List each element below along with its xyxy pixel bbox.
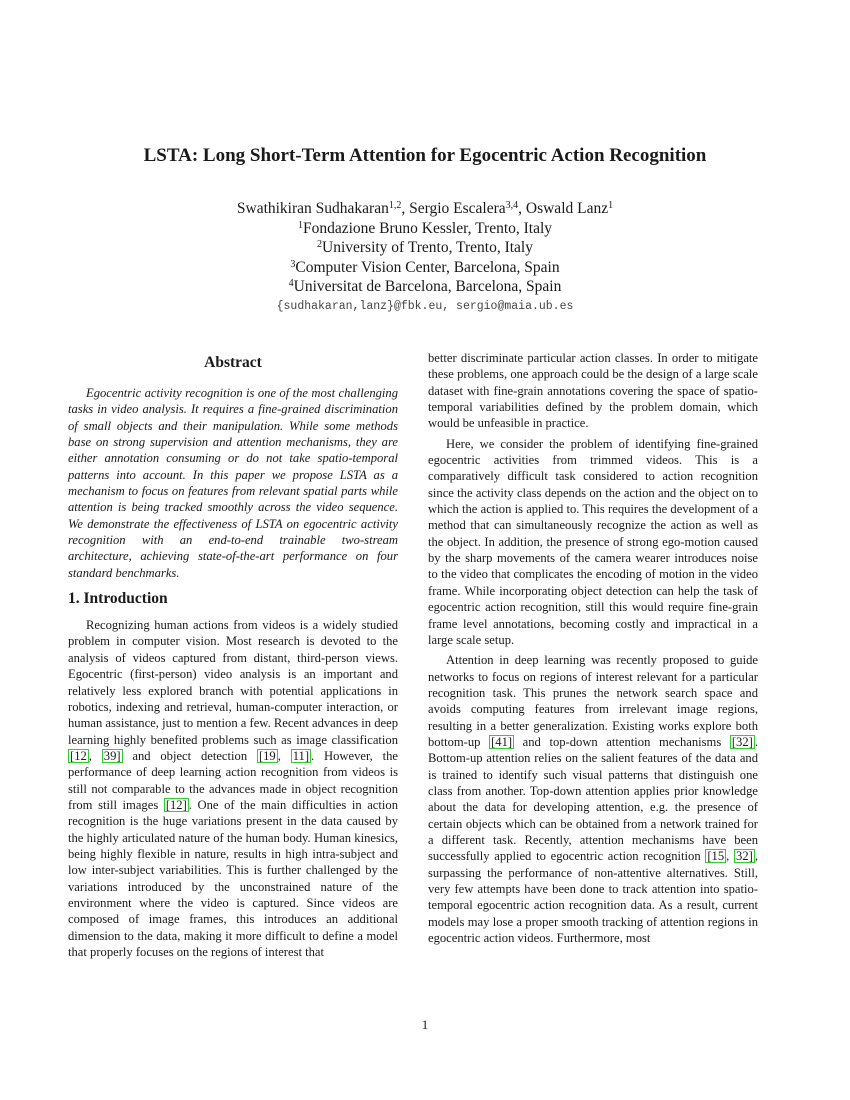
paragraph-text: . Bottom-up attention relies on the salient features of the data and is trained to identify such visual patterns that distinguish one class from another. Top-down attention applies prior knowledge about the data for developing attention, e.g. the presence of certain objects which can be obtained from a network trained for a different task. Recently, attention mechanisms have been successfully applied to egocentric action recognition bbox=[428, 734, 758, 864]
section-heading-introduction: 1. Introduction bbox=[68, 590, 168, 608]
affiliation-text: Computer Vision Center, Barcelona, Spain bbox=[295, 258, 560, 276]
author-affiliation-marker: 1 bbox=[608, 200, 614, 211]
paper-title: LSTA: Long Short-Term Attention for Egocentric Action Recognition bbox=[143, 145, 707, 166]
abstract-text: Egocentric activity recognition is one of the most challenging tasks in video analysis. It requires a fine-grained discrimination of small objects and their manipulation. While some methods base on strong supervision and attention mechanisms, they are either annotation consuming or do not take spatio-temporal patterns into account. In this paper we propose LSTA as a mechanism to focus on features from relevant spatial parts while attention is being tracked smoothly across the video sequence. We demonstrate the effectiveness of LSTA on egocentric activity recognition with an end-to-end trainable two-stream architecture, achieving state-of-the-art performance on four standard benchmarks. bbox=[68, 386, 398, 580]
paragraph-text: and top-down attention mechanisms bbox=[514, 734, 730, 749]
affiliation-marker: 2 bbox=[317, 239, 322, 250]
affiliation-marker: 4 bbox=[288, 278, 294, 289]
affiliation-list bbox=[0, 219, 850, 297]
paragraph-text: and object detection bbox=[122, 748, 257, 763]
affiliation-text: Universitat de Barcelona, Barcelona, Spain bbox=[293, 278, 562, 295]
author-emails[interactable]: {sudhakaran,lanz}@fbk.eu, sergio@maia.ub.es bbox=[276, 299, 574, 313]
affiliation-marker: 1 bbox=[297, 219, 303, 231]
citation-link[interactable]: [15 bbox=[707, 849, 725, 864]
citation-link[interactable]: 32] bbox=[736, 849, 753, 864]
author-affiliation-marker: 3,4 bbox=[505, 200, 519, 211]
paragraph-text: . However, the performance of deep learning action recognition from videos is still not comparable to the advances made in object recognition from still images bbox=[68, 748, 398, 812]
citation-link[interactable]: [12 bbox=[70, 748, 87, 763]
affiliation-text: University of Trento, Trento, Italy bbox=[322, 239, 533, 256]
affiliation-marker: 3 bbox=[290, 258, 296, 270]
author-name: Sergio Escalera bbox=[409, 200, 506, 217]
author-list: Swathikiran Sudhakaran$^{1,2}$, Sergio Escalera$^{3,4}$, Oswald Lanz$^1$ bbox=[236, 200, 614, 217]
paragraph-text: , bbox=[726, 849, 735, 864]
left-column bbox=[68, 350, 398, 960]
paragraph-text: Recognizing human actions from videos is a widely studied problem in computer vision. Most research is devoted to the analysis of videos captured from distant, third-person views. Egocentric (first-person) video analysis is an important and relatively less explored branch with potential applications in robotics, indexing and retrieval, human-computer interaction, or human assistance, just to mention a few. Recent advances in deep learning highly benefited problems such as image classification bbox=[68, 618, 399, 747]
abstract-heading: Abstract bbox=[204, 354, 262, 371]
intro-paragraph-3 bbox=[428, 652, 758, 946]
affiliation bbox=[0, 258, 850, 278]
citation-link[interactable]: [19 bbox=[258, 748, 276, 763]
intro-paragraph-1 bbox=[68, 617, 398, 960]
page-number: 1 bbox=[421, 1017, 429, 1032]
citation-link[interactable]: 11] bbox=[292, 748, 310, 763]
citation-link[interactable]: [41] bbox=[491, 734, 513, 749]
paragraph-text: Attention in deep learning was recently proposed to guide networks to focus on regions of interest relevant for a particular recognition task. This prunes the network search space and avoids computing features from irrelevant image regions, resulting in a better generalization. Existing works explore both bottom-up bbox=[428, 653, 758, 749]
affiliation bbox=[0, 219, 850, 239]
right-column bbox=[428, 350, 758, 946]
paragraph-text: , surpassing the performance of non-attentive alternatives. Still, very few attempts have been done to track attention into spatio-temporal egocentric action recognition data. As a result, current models may lose a proper smooth tracking of attention regions in egocentric action videos. Furthermore, most bbox=[428, 849, 758, 946]
intro-paragraph-continued: better discriminate particular action classes. In order to mitigate these problems, one approach could be the design of a large scale dataset with fine-grain annotations covering the space of spatio-temporal variabilities defined by the problem domain, which would be unfeasible in practice. bbox=[428, 351, 758, 431]
paragraph-text: , bbox=[277, 748, 291, 763]
author-affiliation-marker: 1,2 bbox=[388, 200, 402, 211]
author-block bbox=[0, 199, 850, 316]
citation-link[interactable]: [32] bbox=[731, 734, 753, 749]
paragraph-text: , bbox=[88, 748, 102, 763]
affiliation bbox=[0, 238, 850, 258]
citation-link[interactable]: 39] bbox=[103, 748, 121, 763]
affiliation-text: Fondazione Bruno Kessler, Trento, Italy bbox=[302, 219, 553, 237]
affiliation bbox=[0, 277, 850, 297]
author-name: Oswald Lanz bbox=[525, 200, 609, 217]
author-name: Swathikiran Sudhakaran bbox=[236, 200, 389, 217]
paragraph-text: . One of the main difficulties in action recognition is the huge variations present in the data caused by the highly articulated nature of the human body. Human kinesics, being highly flexible in nature, results in high intra-subject and low inter-subject variabilities. This is further challenged by the variations introduced by the unconstrained nature of the environment where the video is captured. Since videos are composed of image frames, this introduces an additional dimension to the data, making it more difficult to define a model that properly focuses on the regions of interest that bbox=[68, 797, 398, 959]
intro-paragraph-2: Here, we consider the problem of identifying fine-grained egocentric activities from trimmed videos. This is a comparatively difficult task considered to action recognition since the activity class depends on the action and the object on to which the action is applied to. This requires the development of a method that can simultaneously recognize the action as well as the object. In addition, the presence of strong ego-motion caused by the sharp movements of the camera wearer introduces noise to the video that complicates the encoding of motion in the video frame. While incorporating object detection can help the task of egocentric action recognition, still this would require fine-grain frame level annotations, becoming costly and impractical in a large scale setup. bbox=[428, 436, 758, 647]
citation-link[interactable]: [12] bbox=[165, 797, 187, 812]
